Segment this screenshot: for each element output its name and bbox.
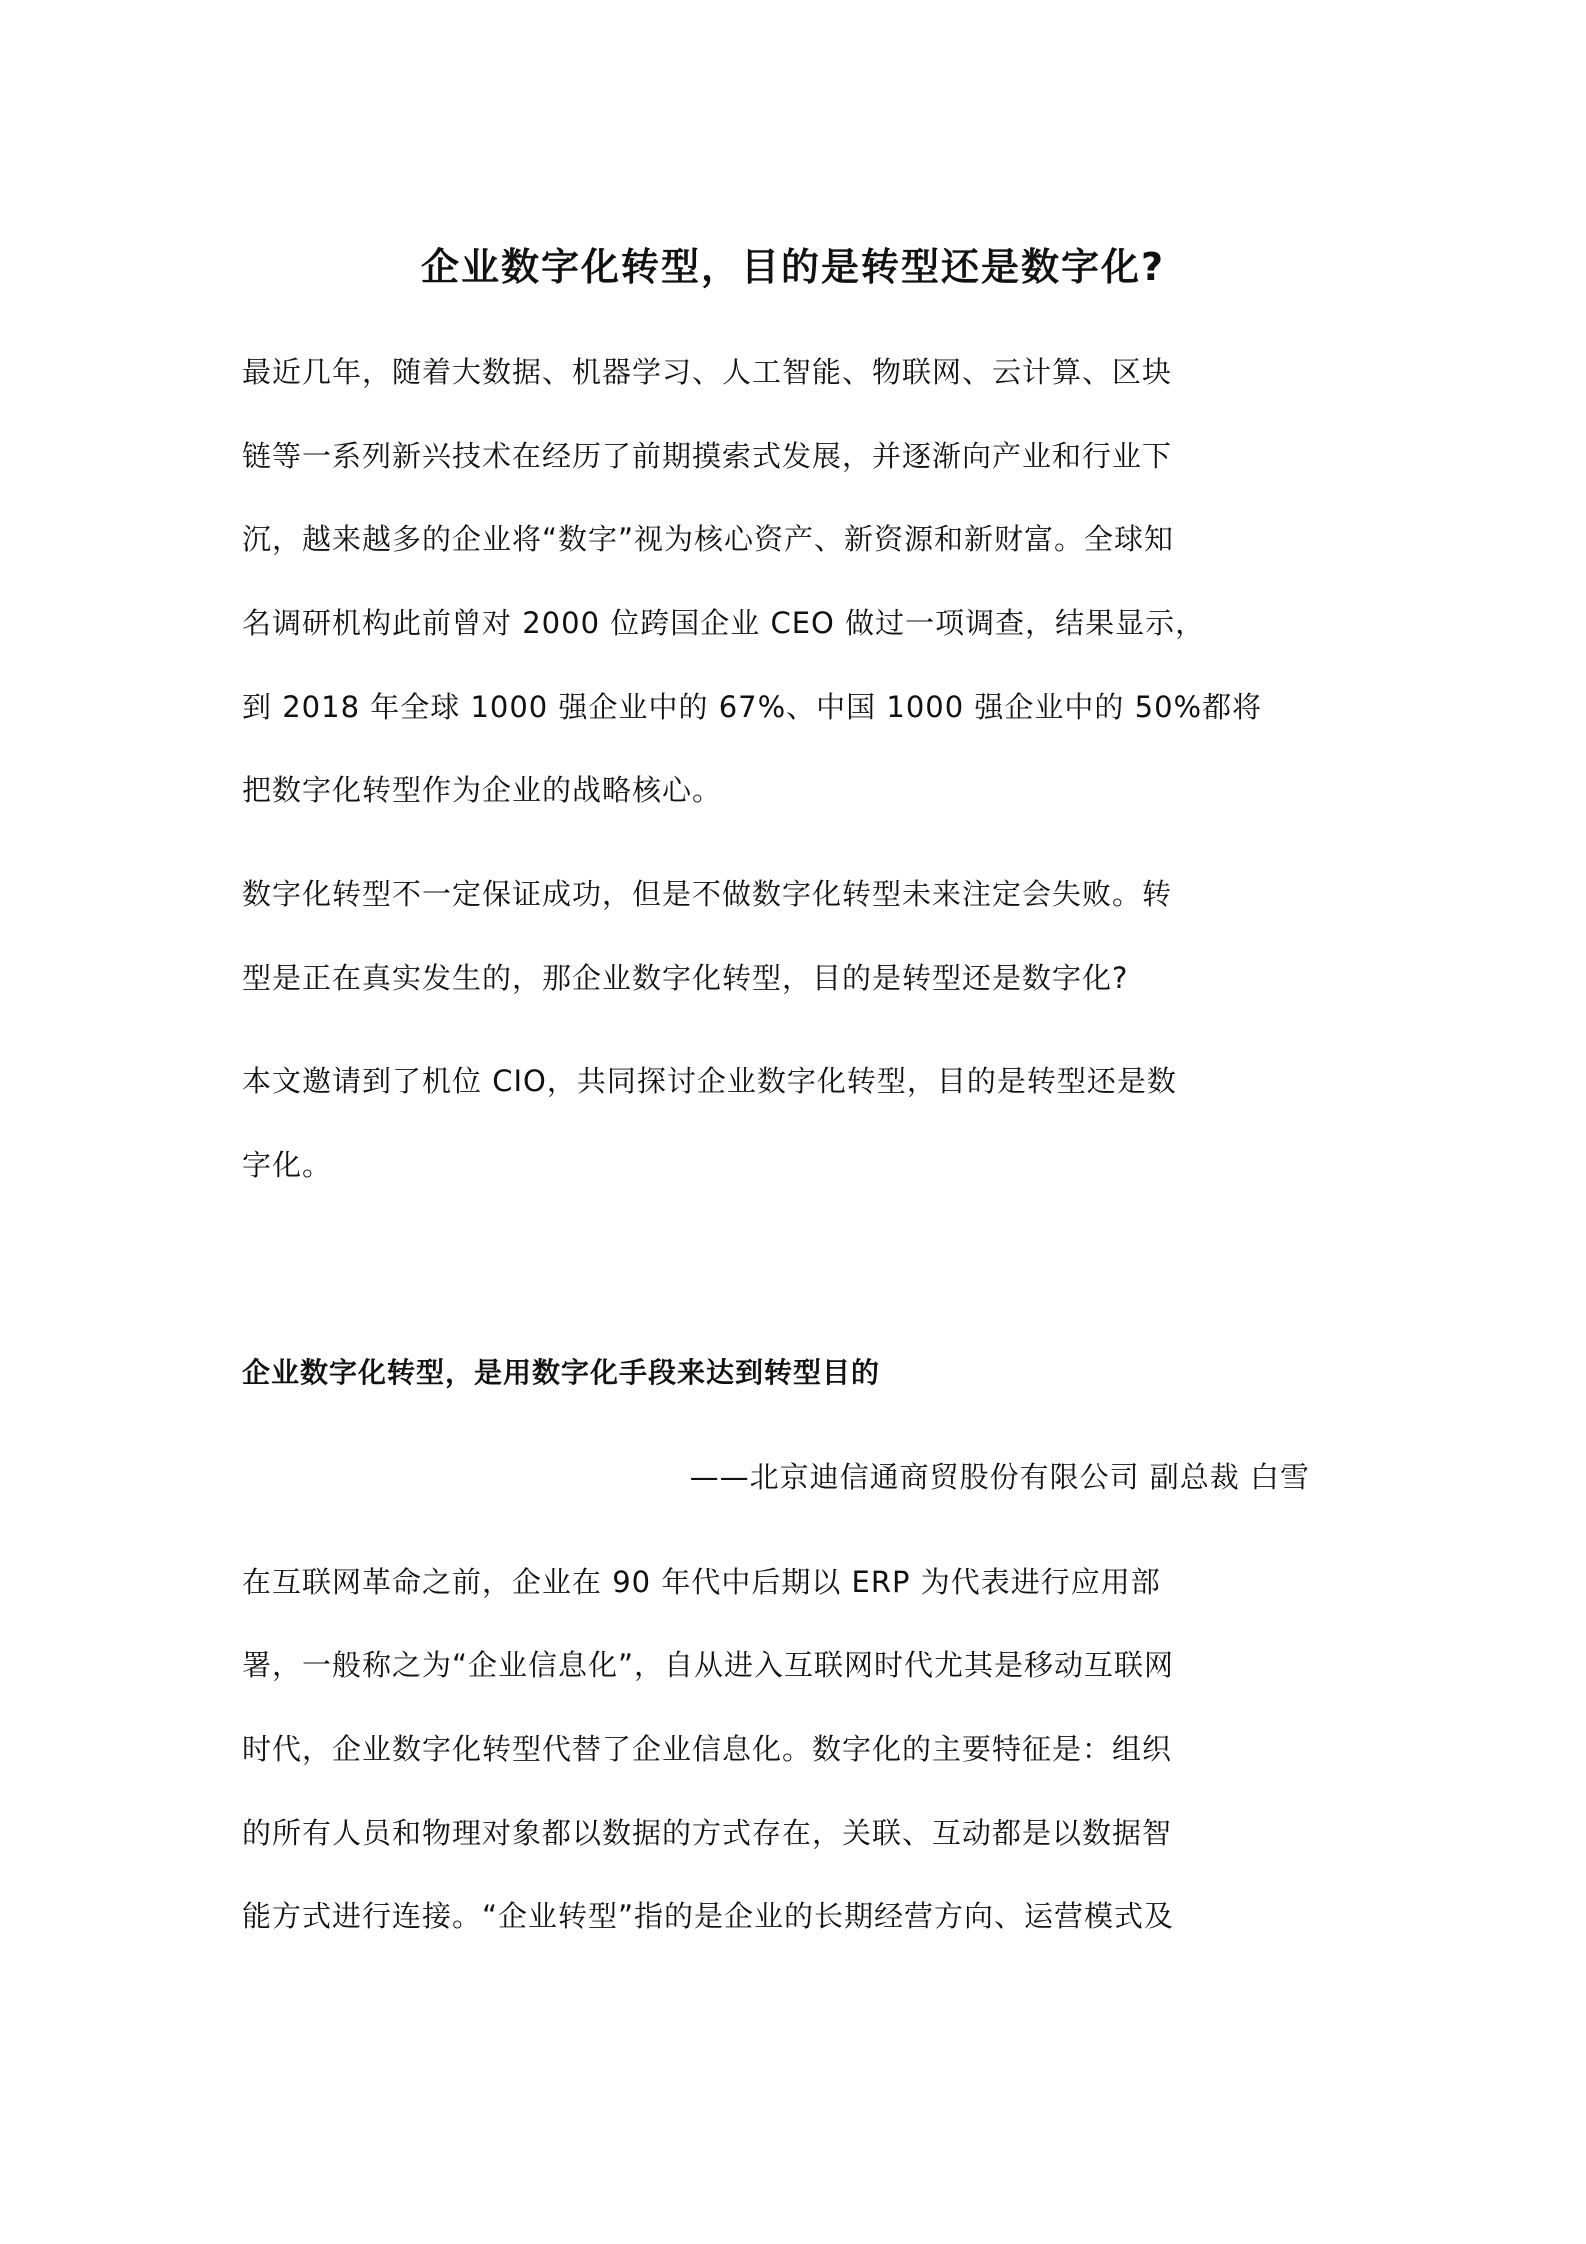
- text-line: 本文邀请到了机位 CIO，共同探讨企业数字化转型，目的是转型还是数: [242, 1064, 1177, 1098]
- text-line: 字化。: [242, 1148, 333, 1182]
- text-line: 名调研机构此前曾对 2000 位跨国企业 CEO 做过一项调查，结果显示，: [242, 606, 1206, 640]
- text-line: 链等一系列新兴技术在经历了前期摸索式发展，并逐渐向产业和行业下: [242, 439, 1173, 473]
- document-title: 企业数字化转型，目的是转型还是数字化?: [420, 245, 1166, 289]
- section-heading: 企业数字化转型，是用数字化手段来达到转型目的: [242, 1356, 881, 1389]
- text-line: 署，一般称之为“企业信息化”，自从进入互联网时代尤其是移动互联网: [242, 1648, 1175, 1682]
- text-line: 沉，越来越多的企业将“数字”视为核心资产、新资源和新财富。全球知: [242, 522, 1175, 556]
- section-attribution: ——北京迪信通商贸股份有限公司 副总裁 白雪: [689, 1460, 1310, 1494]
- text-line: 最近几年，随着大数据、机器学习、人工智能、物联网、云计算、区块: [242, 355, 1173, 389]
- text-line: 把数字化转型作为企业的战略核心。: [242, 773, 723, 807]
- text-line: 到 2018 年全球 1000 强企业中的 67%、中国 1000 强企业中的 50%都将: [242, 690, 1263, 724]
- text-line: 型是正在真实发生的，那企业数字化转型，目的是转型还是数字化?: [242, 961, 1129, 995]
- text-line: 能方式进行连接。“企业转型”指的是企业的长期经营方向、运营模式及: [242, 1899, 1175, 1933]
- text-line: 的所有人员和物理对象都以数据的方式存在，关联、互动都是以数据智: [242, 1816, 1173, 1850]
- text-line: 在互联网革命之前，企业在 90 年代中后期以 ERP 为代表进行应用部: [242, 1565, 1161, 1599]
- text-line: 数字化转型不一定保证成功，但是不做数字化转型未来注定会失败。转: [242, 877, 1173, 911]
- text-line: 时代，企业数字化转型代替了企业信息化。数字化的主要特征是：组织: [242, 1732, 1173, 1766]
